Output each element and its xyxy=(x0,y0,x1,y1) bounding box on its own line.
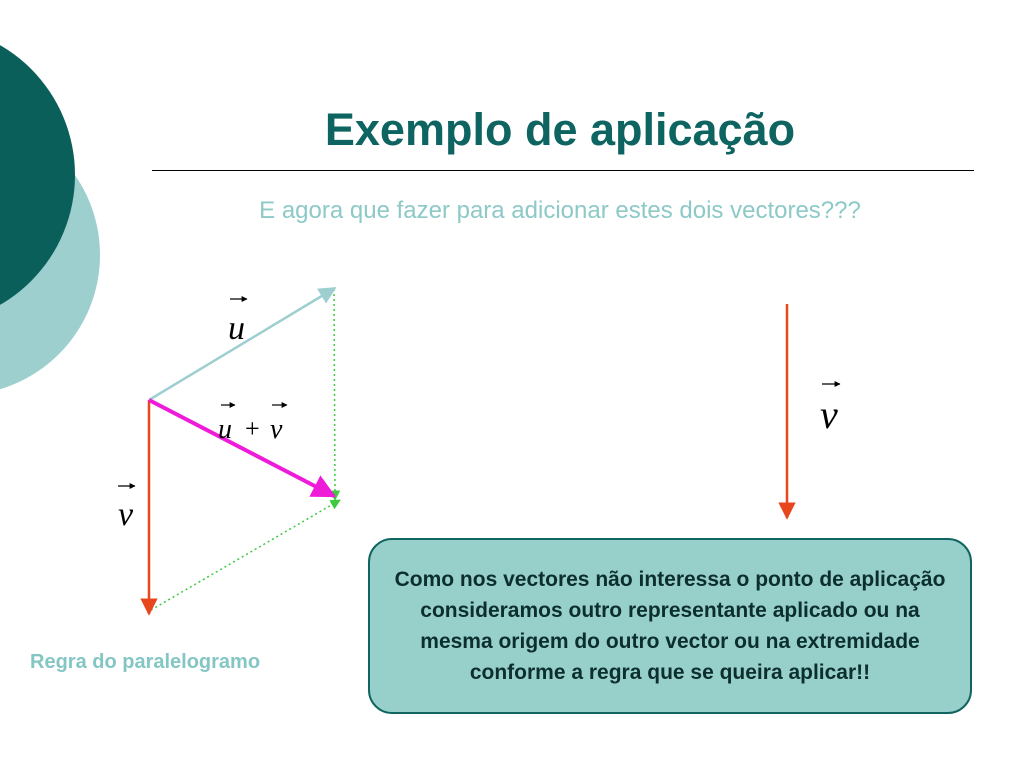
slide-subtitle: E agora que fazer para adicionar estes dois vectores??? xyxy=(259,197,861,224)
caption-parallelogram-rule: Regra do paralelogramo xyxy=(30,651,261,673)
label-v: v xyxy=(118,496,134,533)
explanation-box xyxy=(368,538,972,714)
label-sum-plus: + xyxy=(245,414,260,443)
label-u: u xyxy=(228,310,245,347)
parallel-line-v xyxy=(334,289,335,500)
explanation-text: Como nos vectores não interessa o ponto de aplicação consideramos outro representante aplicado ou na mesma origem do outro vector ou na extremidade conforme a regra que se queira aplicar!! xyxy=(394,568,946,684)
slide-title: Exemplo de aplicação xyxy=(324,104,796,155)
label-v-right: v xyxy=(820,392,838,437)
parallel-line-u xyxy=(151,500,340,610)
label-sum-v: v xyxy=(270,414,283,445)
label-sum-u: u xyxy=(218,414,232,445)
vector-sum-arrow xyxy=(149,400,334,496)
